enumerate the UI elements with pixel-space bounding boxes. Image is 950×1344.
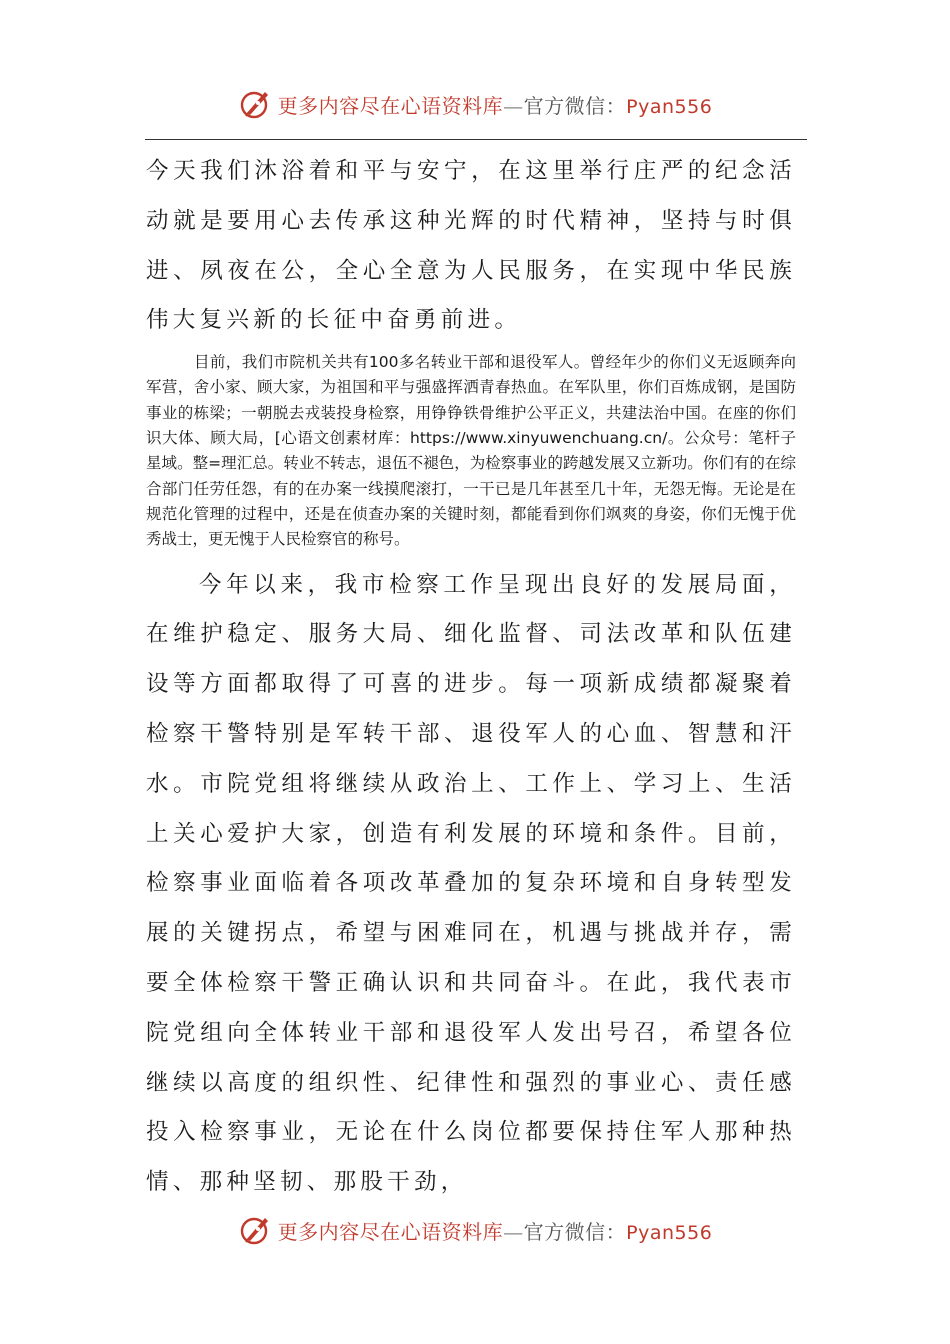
document-body <box>146 147 796 1208</box>
header-banner-dash: — <box>503 93 524 118</box>
footer-wechat-id: Pyan556 <box>626 1221 713 1244</box>
quill-pen-logo-icon <box>238 1212 274 1248</box>
header-divider <box>145 139 807 140</box>
quill-pen-logo-icon <box>238 86 274 122</box>
paragraph-3: 今年以来，我市检察工作呈现出良好的发展局面，在维护稳定、服务大局、细化监督、司法改革和队伍建设等方面都取得了可喜的进步。每一项新成绩都凝聚着检察干警特别是军转干部、退役军人的心血、智慧和汗水。市院党组将继续从政治上、工作上、学习上、生活上关心爱护大家，创造有利发展的环境和条件。目前，检察事业面临着各项改革叠加的复杂环境和自身转型发展的关键拐点，希望与困难同在，机遇与挑战并存，需要全体检察干警正确认识和共同奋斗。在此，我代表市院党组向全体转业干部和退役军人发出号召，希望各位继续以高度的组织性、纪律性和强烈的事业心、责任感投入检察事业，无论在什么岗位都要保持住军人那种热情、那种坚韧、那股干劲， <box>146 571 796 1196</box>
header-wechat-id: Pyan556 <box>626 95 713 118</box>
header-banner <box>0 82 950 126</box>
paragraph-1: 今天我们沐浴着和平与安宁，在这里举行庄严的纪念活动就是要用心去传承这种光辉的时代精神，坚持与时俱进、夙夜在公，全心全意为人民服务，在实现中华民族伟大复兴新的长征中奋勇前进。 <box>146 158 796 334</box>
footer-wechat-label: 官方微信： <box>523 1219 627 1244</box>
header-wechat-label: 官方微信： <box>523 93 627 118</box>
footer-banner-dash: — <box>503 1219 524 1244</box>
header-banner-text: 更多内容尽在心语资料库 <box>277 93 504 118</box>
footer-banner-label <box>278 1216 713 1245</box>
footer-banner <box>0 1208 950 1252</box>
paragraph-2: 目前，我们市院机关共有100多名转业干部和退役军人。曾经年少的你们义无返顾奔向军营，舍小家、顾大家，为祖国和平与强盛挥洒青春热血。在军队里，你们百炼成钢，是国防事业的栋梁；一朝脱去戎装投身检察，用铮铮铁骨维护公平正义，共建法治中国。在座的你们识大体、顾大局，[心语文创素材库：https://www.xinyuwenchuang.cn/。公众号：笔杆子星域。整=理汇总。转业不转志，退伍不褪色，为检察事业的跨越发展又立新功。你们有的在综合部门任劳任怨，有的在办案一线摸爬滚打，一干已是几年甚至几十年，无怨无悔。无论是在规范化管理的过程中，还是在侦查办案的关键时刻，都能看到你们飒爽的身姿，你们无愧于优秀战士，更无愧于人民检察官的称号。 <box>146 353 796 549</box>
header-banner-label <box>278 90 713 119</box>
footer-banner-text: 更多内容尽在心语资料库 <box>277 1219 504 1244</box>
